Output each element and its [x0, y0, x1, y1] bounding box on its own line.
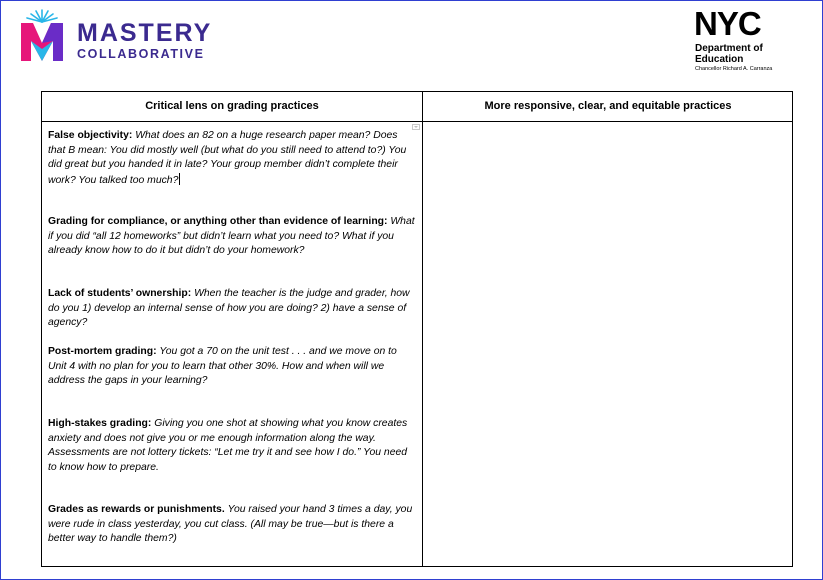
- table-row[interactable]: [48, 287, 416, 331]
- row-description: What does an 82 on a huge research paper mean? Does that B mean: You did mostly well (but what do you still need to attend to?) You did great but you handed it in late? Your group member didn’t complete their work? You talked too much?: [48, 130, 407, 186]
- table-row[interactable]: [48, 129, 416, 188]
- table-row[interactable]: [48, 503, 416, 547]
- column-divider: [422, 92, 423, 566]
- table-row[interactable]: [48, 417, 416, 475]
- table-row[interactable]: [48, 345, 416, 389]
- header-row-divider: [42, 121, 792, 122]
- row-description: When the teacher is the judge and grader, how do you 1) develop an internal sense of how you are doing? 2) have a sense of agency?: [48, 288, 410, 329]
- doe-line-education: Education: [695, 54, 744, 65]
- column-header-equitable-practices: More responsive, clear, and equitable practices: [484, 100, 732, 112]
- collaborative-logo-word: COLLABORATIVE: [77, 47, 205, 61]
- table-row[interactable]: [48, 215, 416, 259]
- row-lead: Grades as rewards or punishments.: [48, 504, 225, 515]
- nyc-wordmark: NYC: [694, 5, 761, 42]
- mastery-collaborative-logo-icon: [19, 9, 65, 63]
- row-description: You got a 70 on the unit test . . . and we move on to Unit 4 with no plan for you to learn that other 30%. How and when will we address the gaps in your learning?: [48, 346, 397, 387]
- column-header-critical-lens: Critical lens on grading practices: [145, 100, 319, 112]
- row-description: You raised your hand 3 times a day, you were rude in class yesterday, you cut class. (All may be true—but is there a better way to handle them?): [48, 504, 413, 545]
- mastery-collaborative-logo: [19, 9, 219, 63]
- row-lead: High-stakes grading:: [48, 418, 152, 429]
- doe-line-department: Department of: [695, 43, 763, 54]
- mastery-logo-word: MASTERY: [77, 19, 213, 47]
- row-lead: False objectivity:: [48, 130, 133, 141]
- grading-practices-table: [41, 91, 793, 567]
- doe-chancellor-line: Chancellor Richard A. Carranza: [695, 66, 773, 72]
- row-lead: Grading for compliance, or anything other than evidence of learning:: [48, 216, 388, 227]
- nyc-doe-logo: [694, 5, 804, 75]
- row-lead: Post-mortem grading:: [48, 346, 157, 357]
- row-description: Giving you one shot at showing what you know creates anxiety and does not give you or me enough information along the way. Assessments are not lottery tickets: “Let me try it and see how I do.” You need to know how to prepare.: [48, 418, 408, 473]
- row-lead: Lack of students’ ownership:: [48, 288, 192, 299]
- text-cursor: [179, 173, 180, 185]
- row-description: What if you did “all 12 homeworks” but didn’t learn what you need to? What if you already know how to do it but didn’t do your homework?: [48, 216, 415, 257]
